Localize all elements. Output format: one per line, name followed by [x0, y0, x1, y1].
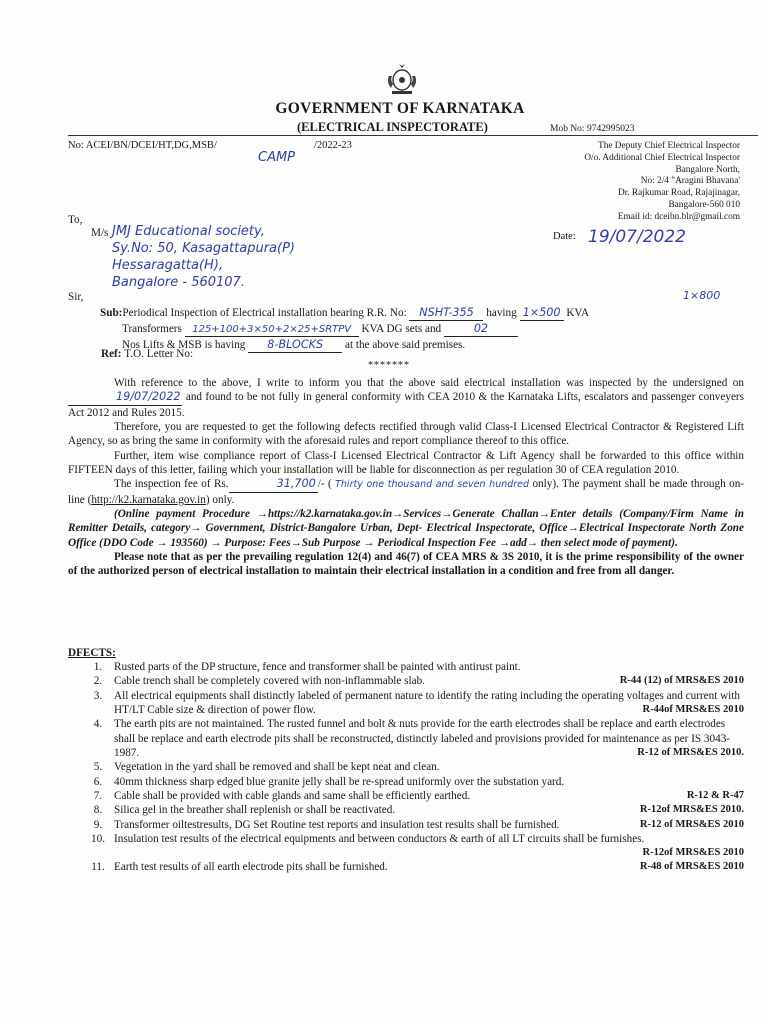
reference-line: [101, 347, 193, 361]
defect-item: [82, 674, 744, 688]
paragraph-compliance: Further, item wise compliance report of Class-I Licensed Electrical Contractor & Lift Agency shall be forwarded to this office within FIFTEEN days of this letter, failing which your installation will be liable for disconnection as per regulation 30 of CEA regulation 2010.: [68, 449, 744, 476]
defect-item: [82, 803, 744, 817]
defect-description: Silica gel in the breather shall replenish or shall be reactivated.: [114, 804, 396, 817]
rr-number: NSHT-355: [409, 305, 483, 321]
letter-body: [68, 376, 744, 579]
paragraph-text: only). The payment shall be made through on-line (: [68, 478, 745, 506]
paragraph-payment-procedure: (Online payment Procedure →https://k2.karnataka.gov.in→Services→Generate Challan→Enter details (Company/Firm Name in Remitter Details, category→ Government, District-Bangalore Urban, Dept- Electrical Inspectorate, Office→Electrical Inspectorate North Zone Office (DDO Code → 193560) → Purpose: Fees→Sub Purpose → Periodical Inspection Fee →add→ then select mode of payment).: [68, 507, 744, 549]
defect-text: [114, 717, 744, 760]
office-line: The Deputy Chief Electrical Inspector: [598, 141, 740, 151]
handwritten-camp: CAMP: [258, 150, 296, 165]
defect-text: [114, 789, 744, 803]
office-line: Bangalore-560 010: [668, 199, 740, 210]
defect-number: 3.: [93, 689, 103, 702]
paragraph-text: ) only.: [205, 493, 235, 506]
defect-item: [82, 818, 744, 832]
defect-text: [114, 674, 744, 688]
defect-rule-reference: R-44 (12) of MRS&ES 2010: [619, 675, 744, 687]
defect-rule-reference: R-44of MRS&ES 2010: [642, 703, 744, 715]
address-line: Hessaragatta(H),: [112, 258, 224, 274]
karnataka-emblem-icon: [384, 62, 420, 100]
defect-text: [114, 689, 744, 718]
addressee-address: [112, 223, 295, 292]
defects-heading: DFECTS:: [68, 647, 116, 659]
office-line: No: 2/4 "Aragini Bhavana': [640, 176, 740, 187]
office-line: O/o. Additional Chief Electrical Inspector: [584, 152, 740, 163]
defect-description: Insulation test results of the electrical equipments and between conductors & earth of all LT circuits shall be furnishes.: [114, 832, 645, 845]
defect-description: Transformer oiltestresults, DG Set Routine test reports and insulation test results shall be furnished.: [114, 818, 560, 831]
salutation: Sir,: [68, 291, 84, 303]
defect-item: [82, 717, 744, 760]
handwritten-kva-top: 1×800: [683, 289, 721, 302]
subject-text: having: [486, 307, 517, 319]
defect-description: Vegetation in the yard shall be removed and shall be kept neat and clean.: [114, 761, 440, 774]
defect-item: [82, 860, 744, 874]
letterhead-subtitle: (ELECTRICAL INSPECTORATE): [297, 120, 488, 134]
defect-item: [82, 760, 744, 774]
paragraph-text: The inspection fee of Rs.: [114, 478, 229, 491]
defect-number: 11.: [91, 860, 105, 873]
handwritten-fee-words: Thirty one thousand and seven hundred: [335, 479, 530, 491]
address-line: Sy.No: 50, Kasagattapura(P): [112, 241, 295, 257]
defect-text: [114, 660, 744, 674]
paragraph-text: With reference to the above, I write to inform you that the above said electrical installation was inspected by the undersigned on: [114, 377, 744, 389]
reference-year: /2022-23: [314, 140, 352, 151]
defect-rule-reference: R-12of MRS&ES 2010: [642, 847, 744, 859]
office-line: Bangalore North,: [675, 164, 740, 175]
defect-text: [114, 803, 744, 817]
subject-text: Transformers: [122, 323, 182, 335]
defect-number: 5.: [93, 761, 103, 774]
defect-description: The earth pits are not maintained. The rusted funnel and bolt & nuts provide for the earth electrodes shall be replace and earth electrodes shall be replace and earth electrode pits shall be reconstructed, distinctly labeled and provisions provided for maintenance as per IS 3043-1987.: [114, 718, 731, 759]
subject-text: Periodical Inspection of Electrical installation bearing R.R. No:: [122, 307, 407, 319]
paragraph-fee: [68, 477, 744, 507]
paragraph-text: and found to be not fully in general conformity with CEA 2010 & the Karnataka Lifts, escalators and passenger conveyers Act 2012 and Rules 2015.: [68, 391, 745, 419]
defect-description: Cable trench shall be completely covered with non-inflammable slab.: [114, 675, 425, 688]
address-line: JMJ Educational society,: [112, 224, 265, 239]
subject-text: Nos Lifts & MSB is having: [122, 339, 246, 352]
defect-text: [114, 818, 744, 832]
defect-text: [114, 775, 744, 789]
defect-description: 40mm thickness sharp edged blue granite jelly shall be re-spread uniformly over the substation yard.: [114, 775, 565, 788]
defect-item: [82, 660, 744, 674]
defect-number: 2.: [93, 675, 103, 688]
defect-item: [82, 832, 744, 860]
defect-rule-reference: R-48 of MRS&ES 2010: [639, 860, 744, 872]
paragraph-responsibility: Please note that as per the prevailing regulation 12(4) and 46(7) of CEA MRS & 3S 2010, it is the prime responsibility of the owner of the authorized person of electrical installation to maintain their electrical installation in a condition and free from all danger.: [68, 550, 744, 578]
subject-block: [100, 305, 745, 353]
defect-number: 10.: [91, 832, 105, 845]
ref-text: T.O. Letter No:: [124, 348, 194, 360]
lifts-count: 02: [444, 321, 518, 337]
separator-stars: *******: [368, 360, 410, 371]
paragraph-text: /- (: [317, 478, 332, 491]
defect-description: Cable shall be provided with cable glands and same shall be efficiently earthed.: [114, 789, 471, 802]
defect-rule-reference: R-12 of MRS&ES 2010.: [637, 746, 744, 758]
to-label: To,: [68, 214, 83, 226]
paragraph-inspection: [68, 376, 744, 420]
handwritten-fee-amount: 31,700: [229, 477, 318, 492]
defect-description: All electrical equipments shall distinctly labeled of permanent nature to identify the rating including the operating voltages and current with HT/LT Cable size & direction of power flow.: [114, 689, 740, 716]
address-line: Bangalore - 560107.: [112, 275, 245, 291]
defect-number: 8.: [93, 804, 103, 817]
defect-rule-reference: R-12 & R-47: [686, 789, 744, 801]
date-label: Date:: [553, 231, 576, 242]
office-address: [540, 141, 740, 224]
mobile-number: Mob No: 9742995023: [550, 124, 635, 134]
ref-label: Ref:: [101, 348, 122, 360]
office-email: Email id: dceibn.blr@gmail.com: [617, 211, 740, 222]
defect-description: Rusted parts of the DP structure, fence and transformer shall be painted with antirust paint.: [114, 661, 521, 673]
subject-text: KVA: [566, 307, 590, 319]
payment-link[interactable]: http://k2.karnataka.gov.in: [91, 493, 206, 506]
defect-rule-reference: R-12of MRS&ES 2010.: [639, 804, 744, 816]
defect-number: 1.: [93, 661, 103, 673]
reference-number: No: ACEI/BN/DCEI/HT,DG,MSB/: [68, 140, 217, 151]
letterhead-title: GOVERNMENT OF KARNATAKA: [275, 100, 525, 117]
defect-text: [114, 760, 744, 774]
defect-number: 7.: [93, 789, 103, 802]
header-divider: [68, 135, 758, 136]
office-line: Dr. Rajkumar Road, Rajajinagar,: [617, 188, 740, 199]
defect-text: [114, 860, 744, 874]
defect-text: [114, 832, 744, 860]
subject-text: KVA DG sets and: [361, 323, 442, 335]
defect-item: [82, 789, 744, 803]
defect-description: Earth test results of all earth electrode pits shall be furnished.: [114, 860, 388, 873]
ms-label: M/s: [91, 227, 109, 239]
paragraph-rectify: Therefore, you are requested to get the following defects rectified through valid Class-I Licensed Electrical Contractor & Registered Lift Agency, so as bring the same in conformity with the aforesaid rules and report compliance thereof to this office.: [68, 420, 744, 448]
defect-number: 9.: [93, 818, 103, 831]
handwritten-date: 19/07/2022: [588, 227, 686, 247]
subject-text: at the above said premises.: [344, 339, 466, 352]
dg-set-kva: 125+100+3×50+2×25+SRTPV: [185, 323, 359, 337]
defect-number: 4.: [93, 718, 103, 731]
defect-number: 6.: [93, 775, 103, 788]
defects-list: [82, 660, 744, 874]
defect-rule-reference: R-12 of MRS&ES 2010: [639, 818, 744, 830]
msb-blocks: 8-BLOCKS: [248, 337, 342, 353]
subject-label: Sub:: [100, 307, 123, 319]
defect-item: [82, 689, 744, 718]
transformer-kva: 1×500: [520, 305, 564, 321]
defect-item: [82, 775, 744, 789]
handwritten-inspection-date: 19/07/2022: [68, 390, 182, 405]
